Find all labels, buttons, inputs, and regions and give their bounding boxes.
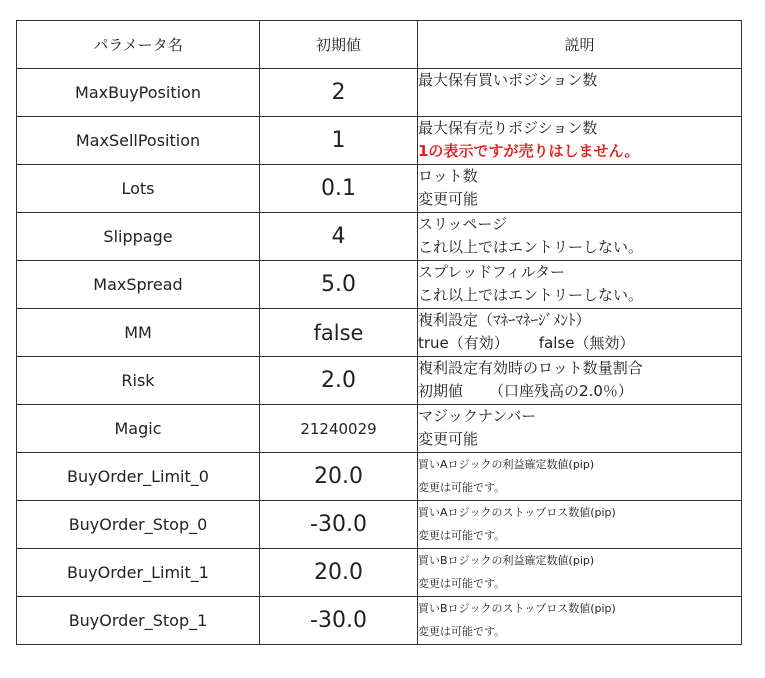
parameter-value: -30.0 (260, 597, 418, 645)
option-true-label: true（有効） (418, 334, 509, 352)
parameter-name: MaxSpread (17, 261, 260, 309)
parameter-value: -30.0 (260, 501, 418, 549)
description-line: 変更は可能です。 (418, 529, 506, 542)
description-line: スリッページ (418, 215, 508, 233)
description-line: スプレッドフィルター (418, 263, 566, 281)
parameter-name: Risk (17, 357, 260, 405)
parameter-description (418, 357, 742, 405)
header-row (17, 21, 742, 69)
description-line: これ以上ではエントリーしない。 (418, 238, 644, 256)
parameter-description (418, 213, 742, 261)
parameter-value: 1 (260, 117, 418, 165)
description-line: 複利設定有効時のロット数量割合 (418, 359, 643, 377)
description-line: 最大保有買いポジション数 (418, 71, 598, 89)
description-line: 変更可能 (418, 430, 479, 448)
table-row (17, 549, 742, 597)
parameter-description (418, 165, 742, 213)
parameter-value: false (260, 309, 418, 357)
description-line (418, 332, 741, 355)
description-line: 買いAロジックの利益確定数値(pip) (418, 458, 595, 471)
parameter-description (418, 549, 742, 597)
parameter-value: 5.0 (260, 261, 418, 309)
description-line: 変更は可能です。 (418, 577, 506, 590)
parameter-name: MM (17, 309, 260, 357)
parameter-value: 21240029 (260, 405, 418, 453)
table-row (17, 501, 742, 549)
header-initial-value: 初期値 (260, 21, 418, 69)
description-line: 最大保有売りポジション数 (418, 119, 598, 137)
description-line: 買いBロジックのストップロス数値(pip) (418, 602, 616, 615)
parameter-description (418, 69, 742, 117)
parameter-description (418, 501, 742, 549)
table-row (17, 69, 742, 117)
table-row (17, 165, 742, 213)
table-row (17, 117, 742, 165)
parameter-table (16, 20, 742, 645)
description-line: 買いBロジックの利益確定数値(pip) (418, 554, 595, 567)
header-parameter-name: パラメータ名 (17, 21, 260, 69)
parameter-description (418, 453, 742, 501)
parameter-description (418, 597, 742, 645)
parameter-description (418, 261, 742, 309)
parameter-name: MaxSellPosition (17, 117, 260, 165)
parameter-value: 20.0 (260, 453, 418, 501)
parameter-name: Slippage (17, 213, 260, 261)
description-line: 買いAロジックのストップロス数値(pip) (418, 506, 616, 519)
table-row (17, 357, 742, 405)
option-false-label: false（無効） (538, 334, 635, 352)
description-line: 変更可能 (418, 190, 479, 208)
description-line (418, 380, 741, 403)
parameter-value: 4 (260, 213, 418, 261)
description-line: 変更は可能です。 (418, 625, 506, 638)
parameter-description (418, 117, 742, 165)
table-row (17, 453, 742, 501)
parameter-name: Lots (17, 165, 260, 213)
header-description: 説明 (418, 21, 742, 69)
warning-note: 1の表示ですが売りはしません。 (418, 142, 640, 160)
parameter-value: 2.0 (260, 357, 418, 405)
initial-value-label: 初期値 (418, 382, 464, 400)
table-row (17, 213, 742, 261)
table-row (17, 597, 742, 645)
table-row (17, 405, 742, 453)
parameter-value: 20.0 (260, 549, 418, 597)
parameter-name: BuyOrder_Limit_0 (17, 453, 260, 501)
parameter-description (418, 309, 742, 357)
description-line: 変更は可能です。 (418, 481, 506, 494)
table-row (17, 309, 742, 357)
parameter-name: Magic (17, 405, 260, 453)
description-line: これ以上ではエントリーしない。 (418, 286, 644, 304)
parameter-name: BuyOrder_Stop_1 (17, 597, 260, 645)
description-line: マジックナンバー (418, 407, 537, 425)
parameter-description (418, 405, 742, 453)
parameter-name: BuyOrder_Stop_0 (17, 501, 260, 549)
parameter-name: BuyOrder_Limit_1 (17, 549, 260, 597)
balance-ratio-note: （口座残高の2.0％） (489, 382, 633, 400)
parameter-name: MaxBuyPosition (17, 69, 260, 117)
description-line: 複利設定（ﾏﾈｰﾏﾈｰｼﾞﾒﾝﾄ） (418, 311, 591, 329)
description-line: ロット数 (418, 167, 478, 185)
table-row (17, 261, 742, 309)
parameter-value: 0.1 (260, 165, 418, 213)
parameter-value: 2 (260, 69, 418, 117)
